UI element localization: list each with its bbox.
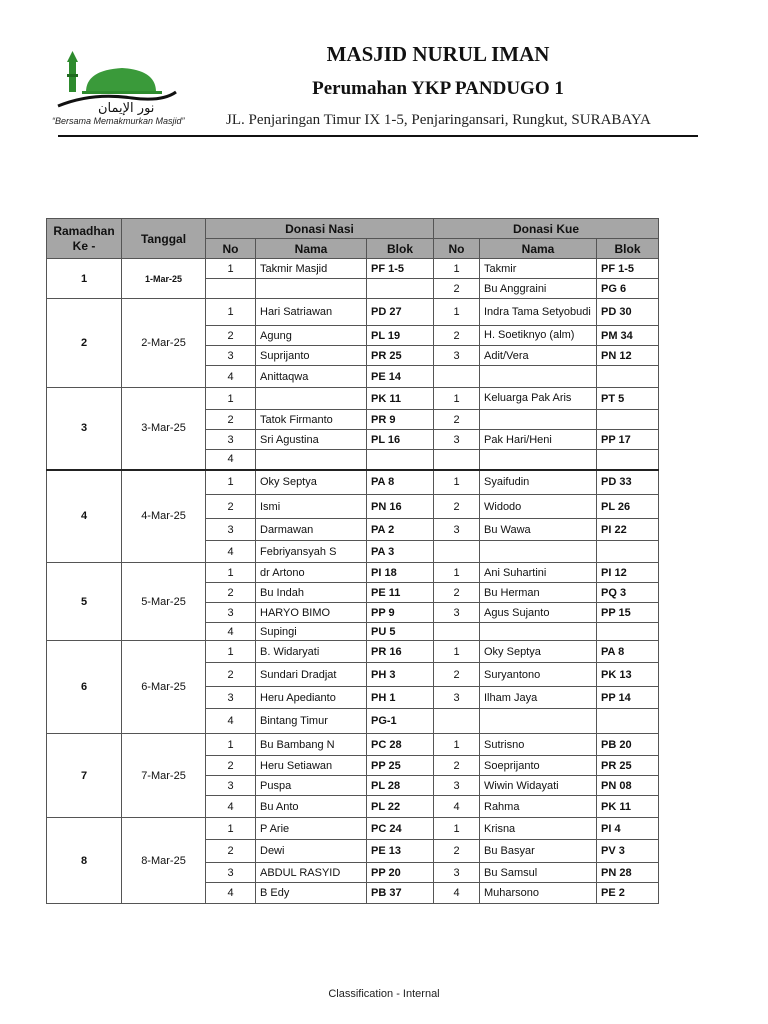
- kue-nama-cell: Krisna: [480, 818, 597, 840]
- date-cell: 6-Mar-25: [122, 641, 206, 734]
- header-kue-nama: Nama: [480, 239, 597, 259]
- table-row: [47, 388, 659, 410]
- schedule-body: [47, 259, 659, 904]
- kue-blok-cell: PN 28: [597, 863, 659, 883]
- nasi-nama-cell: P Arie: [256, 818, 367, 840]
- table-row: [47, 818, 659, 840]
- nasi-nama-cell: Bu Indah: [256, 583, 367, 603]
- nasi-no-cell: 1: [206, 641, 256, 663]
- kue-blok-cell: PF 1-5: [597, 259, 659, 279]
- nasi-nama-cell: Heru Apedianto: [256, 687, 367, 709]
- ramadhan-day-cell: 4: [47, 470, 122, 563]
- kue-no-cell: 1: [434, 563, 480, 583]
- kue-nama-cell: Soeprijanto: [480, 756, 597, 776]
- nasi-blok-cell: PE 13: [367, 840, 434, 863]
- header-kue-blok: Blok: [597, 239, 659, 259]
- kue-blok-cell: PB 20: [597, 734, 659, 756]
- nasi-blok-cell: PR 25: [367, 346, 434, 366]
- date-cell: 5-Mar-25: [122, 563, 206, 641]
- kue-blok-cell: PI 12: [597, 563, 659, 583]
- nasi-nama-cell: Bintang Timur: [256, 709, 367, 734]
- nasi-nama-cell: Bu Anto: [256, 796, 367, 818]
- nasi-blok-cell: PA 2: [367, 519, 434, 541]
- kue-nama-cell: [480, 366, 597, 388]
- nasi-no-cell: 3: [206, 776, 256, 796]
- kue-nama-cell: Sutrisno: [480, 734, 597, 756]
- header-nasi-no: No: [206, 239, 256, 259]
- kue-nama-cell: Widodo: [480, 495, 597, 519]
- ramadhan-day-cell: 1: [47, 259, 122, 299]
- nasi-no-cell: 4: [206, 450, 256, 470]
- kue-blok-cell: [597, 623, 659, 641]
- header-nasi-nama: Nama: [256, 239, 367, 259]
- nasi-no-cell: 2: [206, 756, 256, 776]
- kue-nama-cell: Ilham Jaya: [480, 687, 597, 709]
- nasi-nama-cell: Anittaqwa: [256, 366, 367, 388]
- kue-nama-cell: [480, 623, 597, 641]
- nasi-no-cell: 4: [206, 709, 256, 734]
- kue-blok-cell: PV 3: [597, 840, 659, 863]
- kue-no-cell: 1: [434, 388, 480, 410]
- nasi-blok-cell: PP 25: [367, 756, 434, 776]
- nasi-blok-cell: PL 19: [367, 326, 434, 346]
- logo-calligraphy: نور الإيمان: [98, 101, 155, 116]
- kue-nama-cell: [480, 410, 597, 430]
- nasi-blok-cell: PE 11: [367, 583, 434, 603]
- nasi-no-cell: [206, 279, 256, 299]
- kue-no-cell: 3: [434, 687, 480, 709]
- nasi-no-cell: 1: [206, 563, 256, 583]
- kue-no-cell: 4: [434, 796, 480, 818]
- kue-no-cell: [434, 366, 480, 388]
- kue-no-cell: 3: [434, 430, 480, 450]
- ramadhan-day-cell: 2: [47, 299, 122, 388]
- nasi-nama-cell: B. Widaryati: [256, 641, 367, 663]
- kue-no-cell: 3: [434, 603, 480, 623]
- nasi-nama-cell: Sundari Dradjat: [256, 663, 367, 687]
- kue-no-cell: 2: [434, 326, 480, 346]
- kue-nama-cell: Ani Suhartini: [480, 563, 597, 583]
- kue-nama-cell: Bu Wawa: [480, 519, 597, 541]
- nasi-nama-cell: Takmir Masjid: [256, 259, 367, 279]
- nasi-no-cell: 2: [206, 326, 256, 346]
- kue-blok-cell: PQ 3: [597, 583, 659, 603]
- ramadhan-day-cell: 3: [47, 388, 122, 470]
- date-cell: 7-Mar-25: [122, 734, 206, 818]
- kue-blok-cell: [597, 366, 659, 388]
- nasi-no-cell: 4: [206, 541, 256, 563]
- nasi-blok-cell: PN 16: [367, 495, 434, 519]
- nasi-blok-cell: PB 37: [367, 883, 434, 904]
- kue-no-cell: 3: [434, 519, 480, 541]
- table-row: [47, 259, 659, 279]
- nasi-blok-cell: [367, 450, 434, 470]
- kue-nama-cell: [480, 450, 597, 470]
- nasi-blok-cell: PP 9: [367, 603, 434, 623]
- mosque-logo-icon: [52, 48, 182, 118]
- nasi-nama-cell: HARYO BIMO: [256, 603, 367, 623]
- nasi-blok-cell: PH 1: [367, 687, 434, 709]
- kue-blok-cell: PG 6: [597, 279, 659, 299]
- nasi-nama-cell: ABDUL RASYID: [256, 863, 367, 883]
- kue-nama-cell: Bu Basyar: [480, 840, 597, 863]
- nasi-no-cell: 2: [206, 663, 256, 687]
- nasi-nama-cell: B Edy: [256, 883, 367, 904]
- kue-blok-cell: [597, 541, 659, 563]
- nasi-blok-cell: PA 3: [367, 541, 434, 563]
- nasi-nama-cell: Supingi: [256, 623, 367, 641]
- nasi-nama-cell: dr Artono: [256, 563, 367, 583]
- nasi-nama-cell: Suprijanto: [256, 346, 367, 366]
- kue-blok-cell: PE 2: [597, 883, 659, 904]
- nasi-nama-cell: Febriyansyah S: [256, 541, 367, 563]
- kue-no-cell: 2: [434, 495, 480, 519]
- kue-nama-cell: Suryantono: [480, 663, 597, 687]
- nasi-blok-cell: PU 5: [367, 623, 434, 641]
- nasi-no-cell: 1: [206, 299, 256, 326]
- kue-nama-cell: Bu Samsul: [480, 863, 597, 883]
- nasi-blok-cell: PC 24: [367, 818, 434, 840]
- tagline: “Bersama Memakmurkan Masjid”: [52, 116, 185, 126]
- nasi-nama-cell: Agung: [256, 326, 367, 346]
- nasi-nama-cell: Heru Setiawan: [256, 756, 367, 776]
- kue-no-cell: 1: [434, 259, 480, 279]
- ramadhan-day-cell: 8: [47, 818, 122, 904]
- nasi-no-cell: 4: [206, 883, 256, 904]
- table-row: [47, 470, 659, 495]
- date-cell: 4-Mar-25: [122, 470, 206, 563]
- table-row: [47, 641, 659, 663]
- nasi-nama-cell: Sri Agustina: [256, 430, 367, 450]
- nasi-nama-cell: Puspa: [256, 776, 367, 796]
- nasi-nama-cell: [256, 279, 367, 299]
- kue-no-cell: 1: [434, 641, 480, 663]
- kue-nama-cell: Takmir: [480, 259, 597, 279]
- nasi-no-cell: 4: [206, 623, 256, 641]
- kue-nama-cell: Pak Hari/Heni: [480, 430, 597, 450]
- nasi-blok-cell: PL 16: [367, 430, 434, 450]
- kue-no-cell: [434, 709, 480, 734]
- nasi-nama-cell: Tatok Firmanto: [256, 410, 367, 430]
- nasi-no-cell: 2: [206, 840, 256, 863]
- nasi-no-cell: 1: [206, 818, 256, 840]
- letterhead: [0, 0, 768, 145]
- table-row: [47, 563, 659, 583]
- nasi-nama-cell: Dewi: [256, 840, 367, 863]
- nasi-no-cell: 2: [206, 410, 256, 430]
- kue-no-cell: 1: [434, 818, 480, 840]
- kue-blok-cell: PN 08: [597, 776, 659, 796]
- nasi-no-cell: 2: [206, 495, 256, 519]
- nasi-no-cell: 1: [206, 734, 256, 756]
- kue-no-cell: 2: [434, 840, 480, 863]
- nasi-blok-cell: PD 27: [367, 299, 434, 326]
- kue-no-cell: 2: [434, 279, 480, 299]
- ramadhan-day-cell: 7: [47, 734, 122, 818]
- nasi-blok-cell: PE 14: [367, 366, 434, 388]
- nasi-no-cell: 3: [206, 519, 256, 541]
- kue-nama-cell: Oky Septya: [480, 641, 597, 663]
- kue-no-cell: 1: [434, 470, 480, 495]
- header-kue-no: No: [434, 239, 480, 259]
- kue-blok-cell: [597, 410, 659, 430]
- nasi-blok-cell: PH 3: [367, 663, 434, 687]
- kue-no-cell: 4: [434, 883, 480, 904]
- table-row: [47, 734, 659, 756]
- nasi-nama-cell: Oky Septya: [256, 470, 367, 495]
- nasi-nama-cell: [256, 450, 367, 470]
- nasi-blok-cell: PI 18: [367, 563, 434, 583]
- kue-no-cell: 3: [434, 863, 480, 883]
- kue-nama-cell: Bu Herman: [480, 583, 597, 603]
- header-divider: [58, 135, 698, 137]
- kue-nama-cell: Bu Anggraini: [480, 279, 597, 299]
- nasi-nama-cell: Bu Bambang N: [256, 734, 367, 756]
- date-cell: 1-Mar-25: [122, 259, 206, 299]
- kue-no-cell: 1: [434, 734, 480, 756]
- nasi-nama-cell: Darmawan: [256, 519, 367, 541]
- kue-nama-cell: Keluarga Pak Aris: [480, 388, 597, 410]
- nasi-no-cell: 4: [206, 796, 256, 818]
- kue-no-cell: 2: [434, 410, 480, 430]
- nasi-blok-cell: PR 9: [367, 410, 434, 430]
- nasi-no-cell: 3: [206, 603, 256, 623]
- kue-blok-cell: PN 12: [597, 346, 659, 366]
- nasi-blok-cell: PG-1: [367, 709, 434, 734]
- date-cell: 2-Mar-25: [122, 299, 206, 388]
- kue-blok-cell: PP 14: [597, 687, 659, 709]
- nasi-blok-cell: [367, 279, 434, 299]
- nasi-no-cell: 3: [206, 863, 256, 883]
- nasi-no-cell: 1: [206, 470, 256, 495]
- nasi-blok-cell: PL 22: [367, 796, 434, 818]
- kue-blok-cell: PI 4: [597, 818, 659, 840]
- nasi-blok-cell: PL 28: [367, 776, 434, 796]
- kue-no-cell: 3: [434, 776, 480, 796]
- nasi-no-cell: 3: [206, 430, 256, 450]
- kue-blok-cell: PR 25: [597, 756, 659, 776]
- nasi-no-cell: 1: [206, 259, 256, 279]
- kue-blok-cell: [597, 450, 659, 470]
- ramadhan-day-cell: 6: [47, 641, 122, 734]
- classification-label: Classification - Internal: [328, 988, 440, 1000]
- kue-blok-cell: PI 22: [597, 519, 659, 541]
- kue-blok-cell: PL 26: [597, 495, 659, 519]
- header-nasi-blok: Blok: [367, 239, 434, 259]
- kue-blok-cell: PP 17: [597, 430, 659, 450]
- nasi-blok-cell: PP 20: [367, 863, 434, 883]
- nasi-blok-cell: PA 8: [367, 470, 434, 495]
- page-subtitle: Perumahan YKP PANDUGO 1: [312, 78, 564, 99]
- page-title: MASJID NURUL IMAN: [326, 42, 550, 66]
- nasi-no-cell: 3: [206, 346, 256, 366]
- nasi-nama-cell: Hari Satriawan: [256, 299, 367, 326]
- kue-nama-cell: Muharsono: [480, 883, 597, 904]
- nasi-blok-cell: PF 1-5: [367, 259, 434, 279]
- kue-no-cell: [434, 541, 480, 563]
- donation-schedule-table: [46, 218, 659, 904]
- date-cell: 8-Mar-25: [122, 818, 206, 904]
- nasi-nama-cell: Ismi: [256, 495, 367, 519]
- kue-blok-cell: PD 33: [597, 470, 659, 495]
- nasi-blok-cell: PK 11: [367, 388, 434, 410]
- kue-nama-cell: Rahma: [480, 796, 597, 818]
- date-cell: 3-Mar-25: [122, 388, 206, 470]
- kue-blok-cell: PK 11: [597, 796, 659, 818]
- kue-nama-cell: [480, 709, 597, 734]
- kue-nama-cell: [480, 541, 597, 563]
- nasi-blok-cell: PR 16: [367, 641, 434, 663]
- kue-nama-cell: Wiwin Widayati: [480, 776, 597, 796]
- kue-nama-cell: Indra Tama Setyobudi: [480, 299, 597, 326]
- ramadhan-day-cell: 5: [47, 563, 122, 641]
- kue-no-cell: 3: [434, 346, 480, 366]
- kue-nama-cell: Syaifudin: [480, 470, 597, 495]
- kue-nama-cell: H. Soetiknyo (alm): [480, 326, 597, 346]
- nasi-no-cell: 4: [206, 366, 256, 388]
- kue-blok-cell: PK 13: [597, 663, 659, 687]
- nasi-no-cell: 1: [206, 388, 256, 410]
- kue-nama-cell: Agus Sujanto: [480, 603, 597, 623]
- nasi-no-cell: 2: [206, 583, 256, 603]
- kue-blok-cell: PM 34: [597, 326, 659, 346]
- kue-no-cell: 2: [434, 756, 480, 776]
- kue-nama-cell: Adit/Vera: [480, 346, 597, 366]
- header-ramadhan: Ramadhan Ke -: [47, 219, 122, 259]
- kue-no-cell: 2: [434, 583, 480, 603]
- header-tanggal: Tanggal: [122, 219, 206, 259]
- kue-blok-cell: PD 30: [597, 299, 659, 326]
- kue-no-cell: [434, 450, 480, 470]
- kue-blok-cell: [597, 709, 659, 734]
- kue-no-cell: 1: [434, 299, 480, 326]
- kue-blok-cell: PP 15: [597, 603, 659, 623]
- address: JL. Penjaringan Timur IX 1-5, Penjaringansari, Rungkut, SURABAYA: [226, 112, 651, 128]
- nasi-nama-cell: [256, 388, 367, 410]
- kue-no-cell: 2: [434, 663, 480, 687]
- nasi-no-cell: 3: [206, 687, 256, 709]
- kue-no-cell: [434, 623, 480, 641]
- table-row: [47, 299, 659, 326]
- header-donasi-kue: Donasi Kue: [434, 219, 659, 239]
- kue-blok-cell: PA 8: [597, 641, 659, 663]
- nasi-blok-cell: PC 28: [367, 734, 434, 756]
- kue-blok-cell: PT 5: [597, 388, 659, 410]
- header-donasi-nasi: Donasi Nasi: [206, 219, 434, 239]
